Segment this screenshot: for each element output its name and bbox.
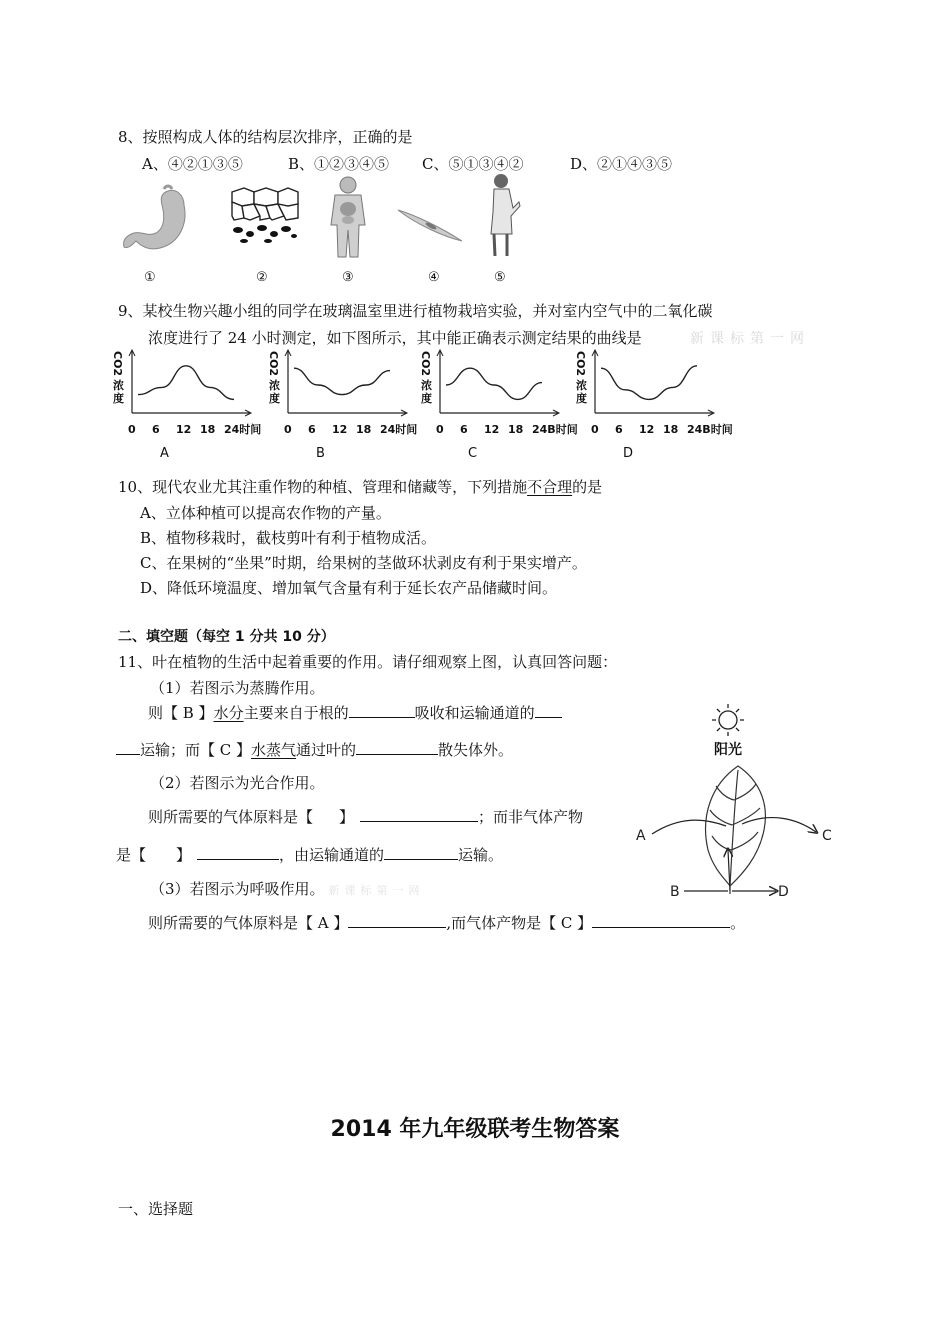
q10-option-d: D、降低环境温度、增加氧气含量有利于延长农产品储藏时间。 xyxy=(140,579,558,597)
q11-p1-line1 xyxy=(148,702,562,723)
q11-p1-line1-c: 吸收和运输通道的 xyxy=(414,704,535,722)
label-a: A xyxy=(636,828,646,844)
x-tick-label: 6 xyxy=(615,423,623,436)
q11-p2-line1-a: 则所需要的气体原料是【 xyxy=(148,808,314,826)
arrow-c xyxy=(742,818,816,832)
q11-p3-line-a: 则所需要的气体原料是【 A 】 xyxy=(148,914,349,932)
x-tick-label: 18 xyxy=(663,423,679,436)
q9-stem-line1: 9、某校生物兴趣小组的同学在玻璃温室里进行植物栽培实验，并对室内空气中的二氧化碳 xyxy=(118,302,713,320)
leaf-shape xyxy=(706,766,766,894)
q11-blank-3[interactable] xyxy=(356,740,438,755)
sun-icon xyxy=(712,704,744,736)
q8-label-2: ② xyxy=(256,270,268,285)
tissue-cells-image xyxy=(230,186,300,248)
co2-curve xyxy=(138,366,234,400)
q11-p2-line2 xyxy=(116,844,503,865)
arrow-a xyxy=(652,820,726,834)
q11-p1-title: （1）若图示为蒸腾作用。 xyxy=(150,679,325,697)
q8-option-b: B、①②③④⑤ xyxy=(288,155,390,173)
stomach-image xyxy=(118,183,203,261)
x-tick-label: 18 xyxy=(356,423,372,436)
x-tick-label: 0 xyxy=(591,423,599,436)
q8-option-d: D、②①④③⑤ xyxy=(570,155,673,173)
person-image xyxy=(485,172,521,260)
x-tick-label: 6 xyxy=(152,423,160,436)
sun-label: 阳光 xyxy=(714,742,742,758)
x-tick-label: 6 xyxy=(308,423,316,436)
q11-p1-line1-b: 主要来自于根的 xyxy=(243,704,349,722)
q11-p3-line-b: ,而气体产物是【 C 】 xyxy=(446,914,593,932)
q8-label-4: ④ xyxy=(428,270,440,285)
answers-section1: 一、选择题 xyxy=(118,1200,194,1218)
q11-bracket-space-2[interactable] xyxy=(146,846,176,860)
q10-option-a: A、立体种植可以提高农作物的产量。 xyxy=(140,504,391,522)
q11-p2-line2-a: 是【 xyxy=(116,846,147,864)
x-tick-label: 0 xyxy=(284,423,292,436)
q11-blank-6[interactable] xyxy=(384,845,458,860)
q11-p1-line1-a: 则【 B 】 xyxy=(148,704,214,722)
q11-p2-line2-c: ，由运输通道的 xyxy=(279,846,385,864)
q11-blank-1[interactable] xyxy=(349,703,415,718)
chart-letter: A xyxy=(160,446,169,461)
q11-p1-line2-underlined: 水蒸气 xyxy=(251,741,297,759)
q8-label-5: ⑤ xyxy=(494,270,506,285)
q11-blank-2[interactable] xyxy=(535,703,562,718)
q11-p1-line2-b: 通过叶的 xyxy=(296,741,357,759)
q11-bracket-space-1[interactable] xyxy=(313,808,339,822)
q10-stem-prefix: 10、现代农业尤其注重作物的种植、管理和储藏等，下列措施 xyxy=(118,478,528,496)
x-tick-label: 24时间 xyxy=(224,423,262,436)
x-tick-label: 12 xyxy=(639,423,655,436)
y-axis-label-2: 浓 xyxy=(269,379,280,392)
y-axis-label: CO2 xyxy=(419,351,432,377)
x-tick-label: 0 xyxy=(128,423,136,436)
co2-chart-b xyxy=(268,345,418,463)
q8-label-3: ③ xyxy=(342,270,354,285)
y-axis-label: CO2 xyxy=(574,351,587,377)
y-axis-label-3: 度 xyxy=(269,392,280,405)
y-axis-label: CO2 xyxy=(111,351,124,377)
x-tick-label: 18 xyxy=(508,423,524,436)
q11-blank-5[interactable] xyxy=(197,845,279,860)
co2-curve xyxy=(601,366,697,400)
q11-stem: 11、叶在植物的生活中起着重要的作用。请仔细观察上图，认真回答问题： xyxy=(118,653,618,671)
muscle-cell-image xyxy=(395,205,465,245)
answers-title: 2014 年九年级联考生物答案 xyxy=(330,1117,620,1142)
q10-option-c: C、在果树的“坐果”时期，给果树的茎做环状剥皮有利于果实增产。 xyxy=(140,554,587,572)
q10-stem-suffix: 的是 xyxy=(572,478,603,496)
q8-stem: 8、按照构成人体的结构层次排序，正确的是 xyxy=(118,128,413,146)
q11-p2-line1-c: ；而非气体产物 xyxy=(478,808,584,826)
section2-title: 二、填空题（每空 1 分共 10 分） xyxy=(118,629,335,645)
y-axis-label-2: 浓 xyxy=(576,379,587,392)
q11-p1-line2 xyxy=(116,739,513,760)
co2-curve xyxy=(446,368,542,399)
q8-option-a: A、④②①③⑤ xyxy=(142,155,243,173)
q11-p3-watermark: 新课标第一网 xyxy=(328,884,425,897)
q11-p3-title xyxy=(150,878,425,899)
q11-blank-2-cont[interactable] xyxy=(116,740,140,755)
chart-letter: C xyxy=(468,446,478,461)
co2-chart-d xyxy=(574,345,733,463)
q11-p1-line2-c: 散失体外。 xyxy=(438,741,514,759)
co2-chart-c xyxy=(419,345,578,463)
x-tick-label: 12 xyxy=(176,423,192,436)
y-axis-label-3: 度 xyxy=(113,392,124,405)
x-tick-label: 24时间 xyxy=(380,423,418,436)
q11-blank-4[interactable] xyxy=(360,807,478,822)
q11-p2-line2-b: 】 xyxy=(176,846,192,864)
q11-p3-line-c: 。 xyxy=(730,914,746,932)
x-tick-label: 0 xyxy=(436,423,444,436)
x-tick-label: 24B时间 xyxy=(687,423,733,436)
chart-letter: B xyxy=(316,446,325,461)
human-body-image xyxy=(325,175,371,260)
q11-p2-line1-b: 】 xyxy=(339,808,355,826)
q11-p1-line2-a: 运输；而【 C 】 xyxy=(140,741,252,759)
chart-letter: D xyxy=(623,446,634,461)
x-tick-label: 18 xyxy=(200,423,216,436)
q10-stem xyxy=(118,476,602,497)
x-tick-label: 6 xyxy=(460,423,468,436)
y-axis-label-2: 浓 xyxy=(421,379,432,392)
q8-option-c: C、⑤①③④② xyxy=(422,155,524,173)
q11-p2-title: （2）若图示为光合作用。 xyxy=(150,774,325,792)
label-b: B xyxy=(670,884,680,900)
q11-p3-title-text: （3）若图示为呼吸作用。 xyxy=(150,880,325,898)
q8-label-1: ① xyxy=(144,270,156,285)
q9-watermark: 新课标第一网 xyxy=(690,331,810,347)
q9-stem-line2: 浓度进行了 24 小时测定，如下图所示，其中能正确表示测定结果的曲线是 xyxy=(148,329,642,347)
y-axis-label-3: 度 xyxy=(576,392,587,405)
q10-stem-underlined: 不合理 xyxy=(527,478,573,496)
q11-p3-line xyxy=(148,912,745,933)
y-axis-label-3: 度 xyxy=(421,392,432,405)
q11-p2-line2-d: 运输。 xyxy=(458,846,504,864)
y-axis-label: CO2 xyxy=(267,351,280,377)
co2-curve xyxy=(294,368,390,394)
x-tick-label: 12 xyxy=(332,423,348,436)
label-c: C xyxy=(822,828,832,844)
label-d: D xyxy=(778,884,789,900)
q10-option-b: B、植物移栽时，截枝剪叶有利于植物成活。 xyxy=(140,529,437,547)
y-axis-label-2: 浓 xyxy=(113,379,124,392)
q11-blank-8[interactable] xyxy=(592,913,730,928)
co2-chart-a xyxy=(112,345,262,463)
leaf-figure xyxy=(630,700,845,905)
q11-blank-7[interactable] xyxy=(348,913,446,928)
x-tick-label: 12 xyxy=(484,423,500,436)
q11-p2-line1 xyxy=(148,806,583,827)
x-tick-label: 24B时间 xyxy=(532,423,578,436)
q11-p1-line1-underlined: 水分 xyxy=(213,704,244,722)
